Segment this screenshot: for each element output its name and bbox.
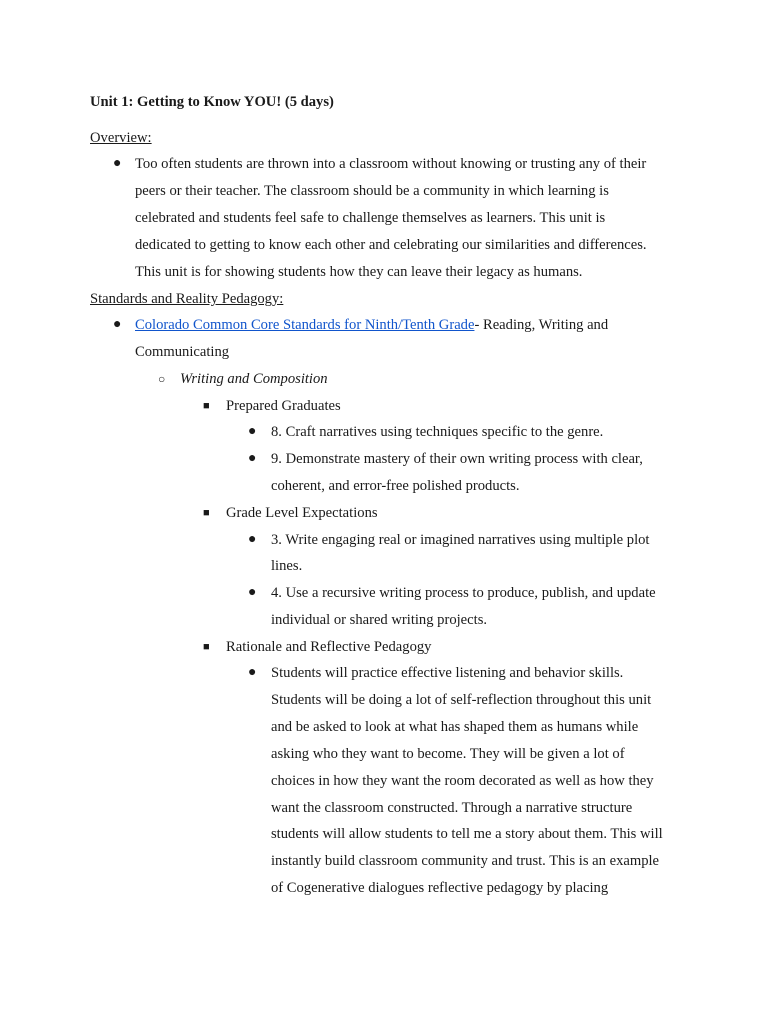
prepared-item-continuation: coherent, and error-free polished products.: [271, 478, 520, 494]
standards-heading: Standards and Reality Pedagogy:: [90, 291, 284, 307]
grade-item: 3. Write engaging real or imagined narratives using multiple plot: [271, 532, 650, 548]
rationale-line: choices in how they want the room decorated as well as how they: [271, 773, 654, 789]
unit-title: Unit 1: Getting to Know YOU! (5 days): [90, 94, 334, 110]
bullet-dot-icon: ●: [113, 156, 122, 171]
bullet-circle-icon: ○: [158, 372, 166, 386]
bullet-dot-icon: ●: [113, 317, 122, 332]
grade-item: 4. Use a recursive writing process to produce, publish, and update: [271, 585, 656, 601]
overview-line: Too often students are thrown into a classroom without knowing or trusting any of their: [135, 156, 647, 172]
overview-line: dedicated to getting to know each other and celebrating our similarities and differences.: [135, 237, 647, 253]
prepared-item: 9. Demonstrate mastery of their own writing process with clear,: [271, 451, 643, 467]
prepared-graduates-label: Prepared Graduates: [226, 398, 341, 414]
rationale-label: Rationale and Reflective Pedagogy: [226, 639, 432, 655]
rationale-line: want the classroom constructed. Through a narrative structure: [271, 800, 633, 816]
rationale-line: asking who they want to become. They will be given a lot of: [271, 746, 625, 762]
rationale-line: and be asked to look at what has shaped them as humans while: [271, 719, 639, 735]
prepared-item: 8. Craft narratives using techniques specific to the genre.: [271, 424, 604, 440]
grade-level-label: Grade Level Expectations: [226, 505, 378, 521]
bullet-dot-icon: ●: [248, 665, 257, 680]
bullet-square-icon: ■: [203, 400, 210, 412]
standards-after-link: - Reading, Writing and: [474, 317, 609, 333]
bullet-dot-icon: ●: [248, 532, 257, 547]
bullet-dot-icon: ●: [248, 451, 257, 466]
bullet-square-icon: ■: [203, 641, 210, 653]
grade-item-continuation: individual or shared writing projects.: [271, 612, 488, 628]
bullet-square-icon: ■: [203, 507, 210, 519]
overview-line: This unit is for showing students how they can leave their legacy as humans.: [135, 264, 583, 280]
writing-composition-subheading: Writing and Composition: [180, 371, 328, 387]
rationale-line: of Cogenerative dialogues reflective pedagogy by placing: [271, 880, 609, 896]
rationale-line: instantly build classroom community and trust. This is an example: [271, 853, 660, 869]
bullet-dot-icon: ●: [248, 585, 257, 600]
bullet-dot-icon: ●: [248, 424, 257, 439]
overview-line: peers or their teacher. The classroom should be a community in which learning is: [135, 183, 609, 199]
overview-line: celebrated and students feel safe to challenge themselves as learners. This unit is: [135, 210, 606, 226]
standards-line: [135, 316, 608, 334]
rationale-line: Students will be doing a lot of self-reflection throughout this unit: [271, 692, 652, 708]
rationale-line: Students will practice effective listening and behavior skills.: [271, 665, 624, 681]
rationale-line: students will allow students to tell me a story about them. This will: [271, 826, 663, 842]
standards-continuation: Communicating: [135, 344, 230, 360]
grade-item-continuation: lines.: [271, 558, 303, 574]
overview-heading: Overview:: [90, 130, 152, 146]
standards-link[interactable]: Colorado Common Core Standards for Ninth/Tenth Grade: [135, 317, 475, 333]
